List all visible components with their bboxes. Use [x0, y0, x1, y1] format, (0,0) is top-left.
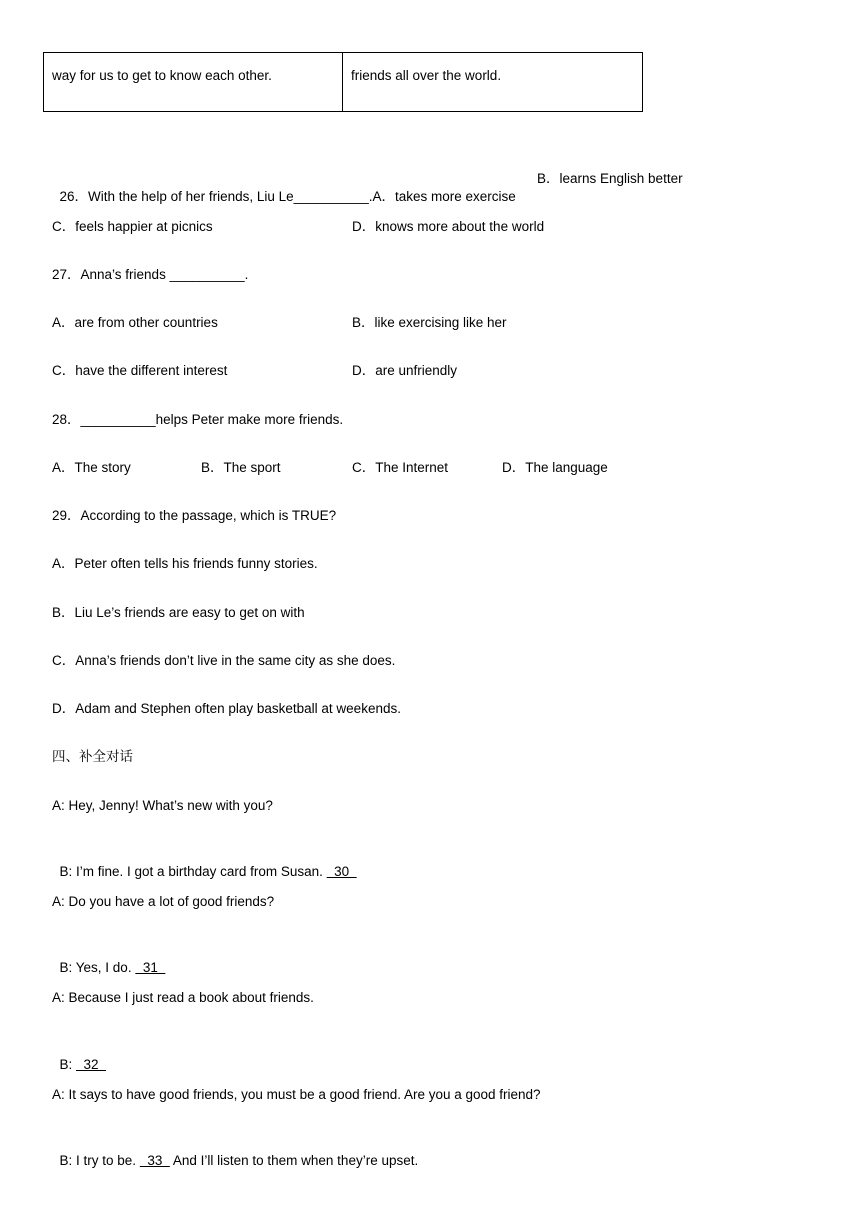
- question-28-option-d: D．The language: [502, 460, 608, 475]
- blank-30: 30: [326, 864, 357, 879]
- table-cell-left: way for us to get to know each other.: [44, 53, 343, 111]
- question-29-option-b: B．Liu Le’s friends are easy to get on with: [52, 605, 305, 620]
- dialogue-line-2: [52, 845, 357, 881]
- dialogue-line-2-text: B: I’m fine. I got a birthday card from Susan.: [59, 864, 327, 879]
- dialogue-line-8-tail: And I’ll listen to them when they’re upset.: [169, 1153, 419, 1168]
- question-29-option-a: A．Peter often tells his friends funny stories.: [52, 556, 318, 571]
- question-28-option-b: B．The sport: [201, 460, 281, 475]
- blank-33: 33: [139, 1153, 170, 1168]
- question-28-option-c: C．The Internet: [352, 460, 449, 475]
- question-26-stem-text: 26．With the help of her friends, Liu Le__________.: [59, 189, 373, 204]
- question-26-option-d: D．knows more about the world: [352, 219, 545, 234]
- question-26-option-c: C．feels happier at picnics: [52, 219, 213, 234]
- dialogue-line-1: A: Hey, Jenny! What’s new with you?: [52, 798, 273, 813]
- dialogue-line-7: A: It says to have good friends, you must be a good friend. Are you a good friend?: [52, 1087, 541, 1102]
- question-28-option-a: A．The story: [52, 460, 131, 475]
- dialogue-line-8-text: B: I try to be.: [59, 1153, 140, 1168]
- blank-32: 32: [76, 1057, 107, 1072]
- question-29-stem: 29．According to the passage, which is TRUE?: [52, 508, 337, 523]
- dialogue-line-4-text: B: Yes, I do.: [59, 960, 136, 975]
- question-27-option-a: A．are from other countries: [52, 315, 218, 330]
- question-26-option-b: B．learns English better: [537, 171, 683, 186]
- answer-table: [43, 52, 643, 112]
- blank-31: 31: [135, 960, 166, 975]
- dialogue-line-5: A: Because I just read a book about friends.: [52, 990, 314, 1005]
- question-29-option-d: D．Adam and Stephen often play basketball at weekends.: [52, 701, 401, 716]
- dialogue-line-8: [52, 1134, 418, 1170]
- question-29-option-c: C．Anna’s friends don’t live in the same city as she does.: [52, 653, 396, 668]
- question-27-option-b: B．like exercising like her: [352, 315, 507, 330]
- section-heading: 四、补全对话: [52, 749, 133, 765]
- question-28-stem: 28．__________helps Peter make more friends.: [52, 412, 344, 427]
- question-27-option-c: C．have the different interest: [52, 363, 228, 378]
- dialogue-line-6: [52, 1038, 106, 1074]
- question-27-stem: 27．Anna’s friends __________.: [52, 267, 249, 282]
- question-26-option-a: A．takes more exercise: [372, 189, 516, 204]
- question-27-option-d: D．are unfriendly: [352, 363, 458, 378]
- dialogue-line-6-text: B:: [59, 1057, 77, 1072]
- table-cell-right: friends all over the world.: [351, 68, 502, 83]
- dialogue-line-3: A: Do you have a lot of good friends?: [52, 894, 275, 909]
- question-26-stem: [52, 170, 516, 206]
- dialogue-line-4: [52, 941, 165, 977]
